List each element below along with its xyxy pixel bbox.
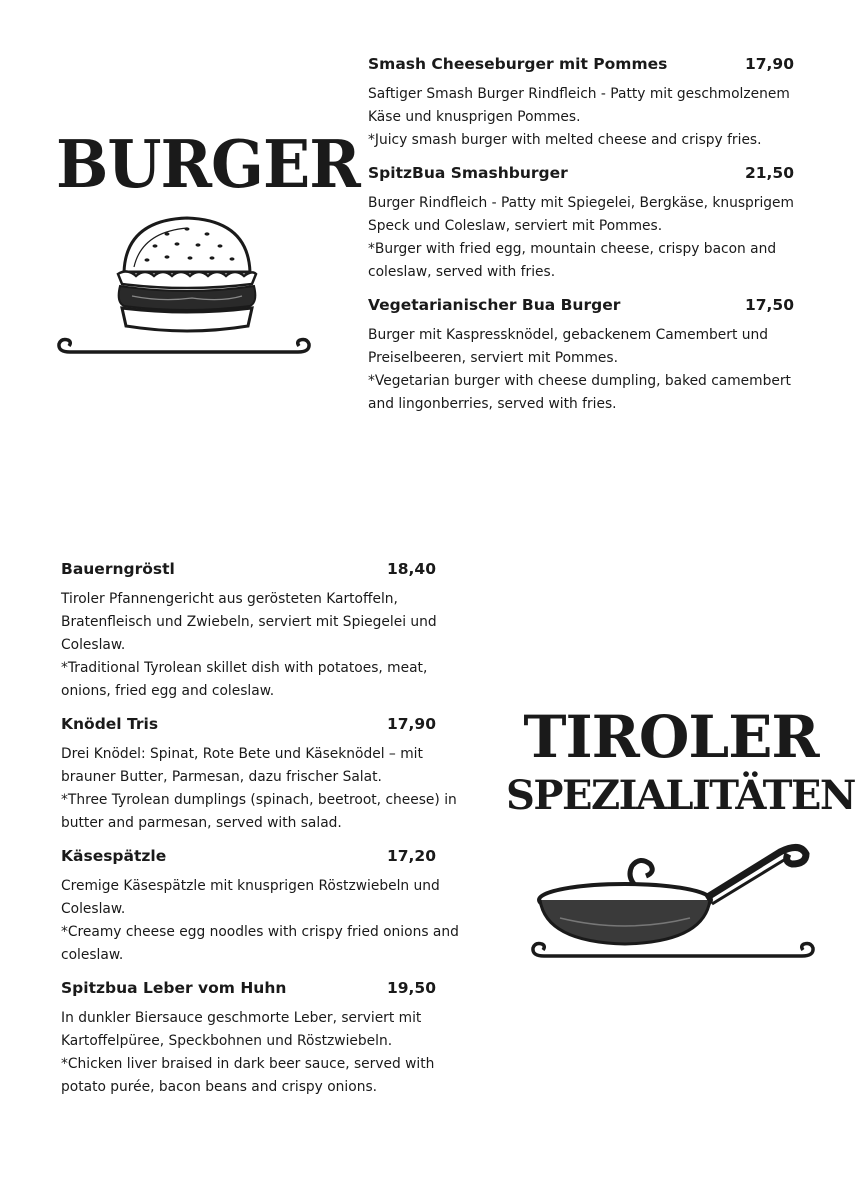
menu-item [61,715,471,835]
tiroler-section-title [506,703,855,819]
menu-item-description-en: *Creamy cheese egg noodles with crispy fried onions and coleslaw. [61,924,459,963]
menu-item-name: Käsespätzle [61,847,167,865]
menu-item-description-en: *Juicy smash burger with melted cheese and crispy fries. [368,132,762,148]
menu-item-description-en: *Vegetarian burger with cheese dumpling, baked camembert and lingonberries, served with fries. [368,373,791,412]
burger-section-title: BURGER [56,126,360,203]
menu-item-price: 18,40 [386,560,436,578]
menu-item-price: 17,20 [386,847,436,865]
menu-item [368,296,794,416]
menu-item-description-en: *Traditional Tyrolean skillet dish with potatoes, meat, onions, fried egg and coleslaw. [61,660,428,699]
ornament-divider-icon [56,336,312,362]
menu-item-description-en: *Chicken liver braised in dark beer sauce, served with potato purée, bacon beans and crispy onions. [61,1056,435,1095]
menu-item-description-de: Tiroler Pfannengericht aus gerösteten Kartoffeln, Bratenfleisch und Zwiebeln, serviert mit Spiegelei und Coleslaw. [61,591,437,653]
menu-item [368,55,794,152]
menu-item-description-en: *Three Tyrolean dumplings (spinach, beetroot, cheese) in butter and parmesan, served with salad. [61,792,457,831]
menu-item-description-de: Cremige Käsespätzle mit knusprigen Röstzwiebeln und Coleslaw. [61,878,440,917]
menu-item-name: Bauerngröstl [61,560,175,578]
burger-icon [112,212,262,337]
menu-item-description-de: Burger Rindfleich - Patty mit Spiegelei, Bergkäse, knusprigem Speck und Coleslaw, serviert mit Pommes. [368,195,794,234]
tiroler-title-line1: TIROLER [523,703,819,771]
menu-item [368,164,794,284]
menu-item-name: Smash Cheeseburger mit Pommes [368,55,668,73]
menu-item-price: 17,90 [386,715,436,733]
frying-pan-icon [530,838,830,968]
menu-item-price: 17,90 [744,55,794,73]
menu-item-name: Spitzbua Leber vom Huhn [61,979,287,997]
tiroler-menu-list [61,560,471,1111]
menu-item-description-de: Drei Knödel: Spinat, Rote Bete und Käseknödel – mit brauner Butter, Parmesan, dazu frischer Salat. [61,746,423,785]
tiroler-title-line2: SPEZIALITÄTEN [506,772,855,819]
menu-item-price: 21,50 [744,164,794,182]
menu-item [61,979,471,1099]
menu-item [61,560,471,703]
menu-item-description-de: In dunkler Biersauce geschmorte Leber, serviert mit Kartoffelpürее, Speckbohnen und Röstzwiebeln. [61,1010,422,1049]
menu-item-price: 19,50 [386,979,436,997]
menu-item-description-de: Burger mit Kaspressknödel, gebackenem Camembert und Preiselbeeren, serviert mit Pommes. [368,327,768,366]
menu-item-name: SpitzBua Smashburger [368,164,568,182]
menu-item-name: Knödel Tris [61,715,159,733]
menu-item-price: 17,50 [744,296,794,314]
menu-item [61,847,471,967]
menu-item-description-en: *Burger with fried egg, mountain cheese, crispy bacon and coleslaw, served with fries. [368,241,777,280]
menu-item-name: Vegetarianischer Bua Burger [368,296,621,314]
burger-menu-list [368,55,794,428]
menu-item-description-de: Saftiger Smash Burger Rindfleich - Patty mit geschmolzenem Käse und knusprigen Pommes. [368,86,790,125]
